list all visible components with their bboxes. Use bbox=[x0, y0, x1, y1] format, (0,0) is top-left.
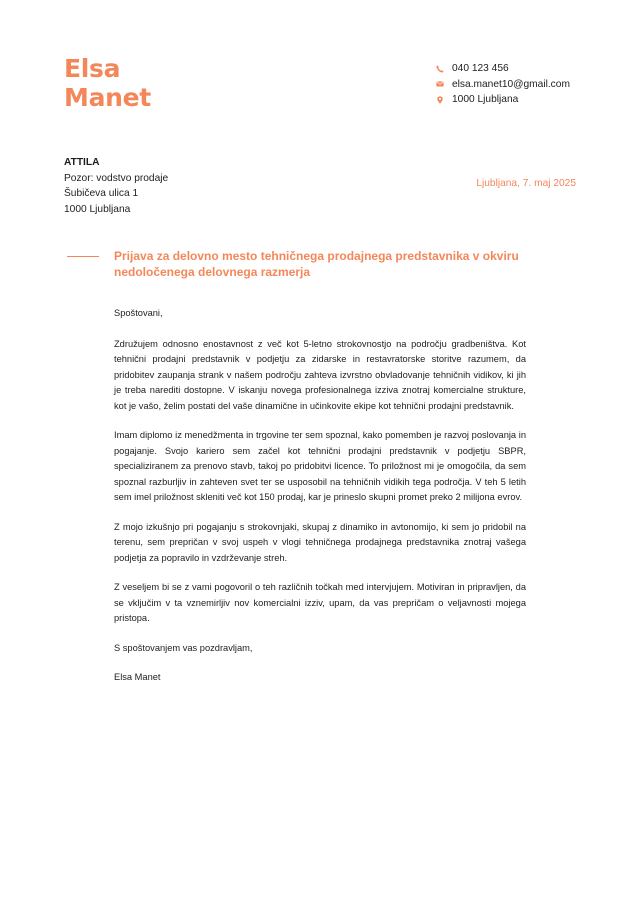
recipient-city: 1000 Ljubljana bbox=[64, 203, 131, 215]
contact-block bbox=[436, 61, 570, 108]
letter-subject: Prijava za delovno mesto tehničnega prodajnega predstavnika v okviru nedoločenega delovnega razmerja bbox=[114, 249, 519, 279]
recipient-block bbox=[64, 155, 168, 217]
letter-paragraph: Z mojo izkušnjo pri pogajanju s strokovnjaki, skupaj z dinamiko in avtonomijo, ki sem jo pridobil na terenu, sem prepričan v svoj uspeh v vlogi tehničnega prodajnega predstavnika znotraj vašega podjetja za popravilo in vzdrževanje streh. bbox=[114, 521, 526, 563]
first-name: Elsa bbox=[64, 54, 121, 83]
contact-email bbox=[436, 77, 570, 93]
letter-greeting: Spoštovani, bbox=[114, 308, 163, 318]
recipient-street: Šubičeva ulica 1 bbox=[64, 188, 139, 199]
contact-phone bbox=[436, 61, 570, 77]
phone-icon bbox=[436, 65, 444, 73]
email-icon bbox=[436, 80, 444, 88]
letter-closing: S spoštovanjem vas pozdravljam, bbox=[114, 642, 253, 653]
subject-accent-line bbox=[67, 256, 99, 257]
location-icon bbox=[436, 96, 444, 104]
email-address: elsa.manet10@gmail.com bbox=[452, 78, 570, 90]
address-text: 1000 Ljubljana bbox=[452, 94, 519, 105]
contact-address bbox=[436, 92, 570, 108]
letter-body bbox=[114, 306, 526, 686]
letter-paragraph: Združujem odnosno enostavnost z več kot 5-letno strokovnostjo na področju gradbeništva. Kot tehnični prodajni predstavnik v podjetju za zidarske in restavratorske storitve razumem, da pridobitev zaupanja strank v našem področju zahteva izvrstno obvladovanje tehničnih vidikov, ki jih je treba narediti dostopne. V iskanju novega profesionalnega izziva znotraj komercialne strukture, kot je vašo, želim postati del vaše dinamične in učinkovite ekipe kot tehnični prodajni predstavnik. bbox=[114, 338, 526, 411]
phone-number: 040 123 456 bbox=[452, 63, 509, 74]
letter-date: Ljubljana, 7. maj 2025 bbox=[476, 178, 576, 189]
letter-paragraph: Imam diplomo iz menedžmenta in trgovine ter sem spoznal, kako pomemben je razvoj poslovanja in pogajanje. Svojo kariero sem začel kot tehnični prodajni predstavnik v podjetju SBPR, specializiranem za prenovo stavb, takoj po pridobitvi licence. To priložnost mi je omogočila, da sem spoznal razburljiv in zahteven svet ter se usposobil na tehničnih vidikih tega področja. V teh 5 letih sem imel priložnost skleniti več kot 150 prodaj, kar je prineslo skupni promet preko 2 milijona evrov. bbox=[114, 430, 526, 502]
recipient-company: ATTILA bbox=[64, 157, 100, 168]
letter-signature: Elsa Manet bbox=[114, 672, 161, 682]
applicant-name bbox=[64, 54, 151, 112]
last-name: Manet bbox=[64, 83, 151, 112]
letter-paragraph: Z veseljem bi se z vami pogovoril o teh različnih točkah med intervjujem. Motiviran in pripravljen, da se vključim v ta vznemirljiv nov komercialni izziv, upam, da vas prepričam o veljavnosti mojega pristopa. bbox=[114, 582, 526, 623]
recipient-attention: Pozor: vodstvo prodaje bbox=[64, 172, 169, 184]
